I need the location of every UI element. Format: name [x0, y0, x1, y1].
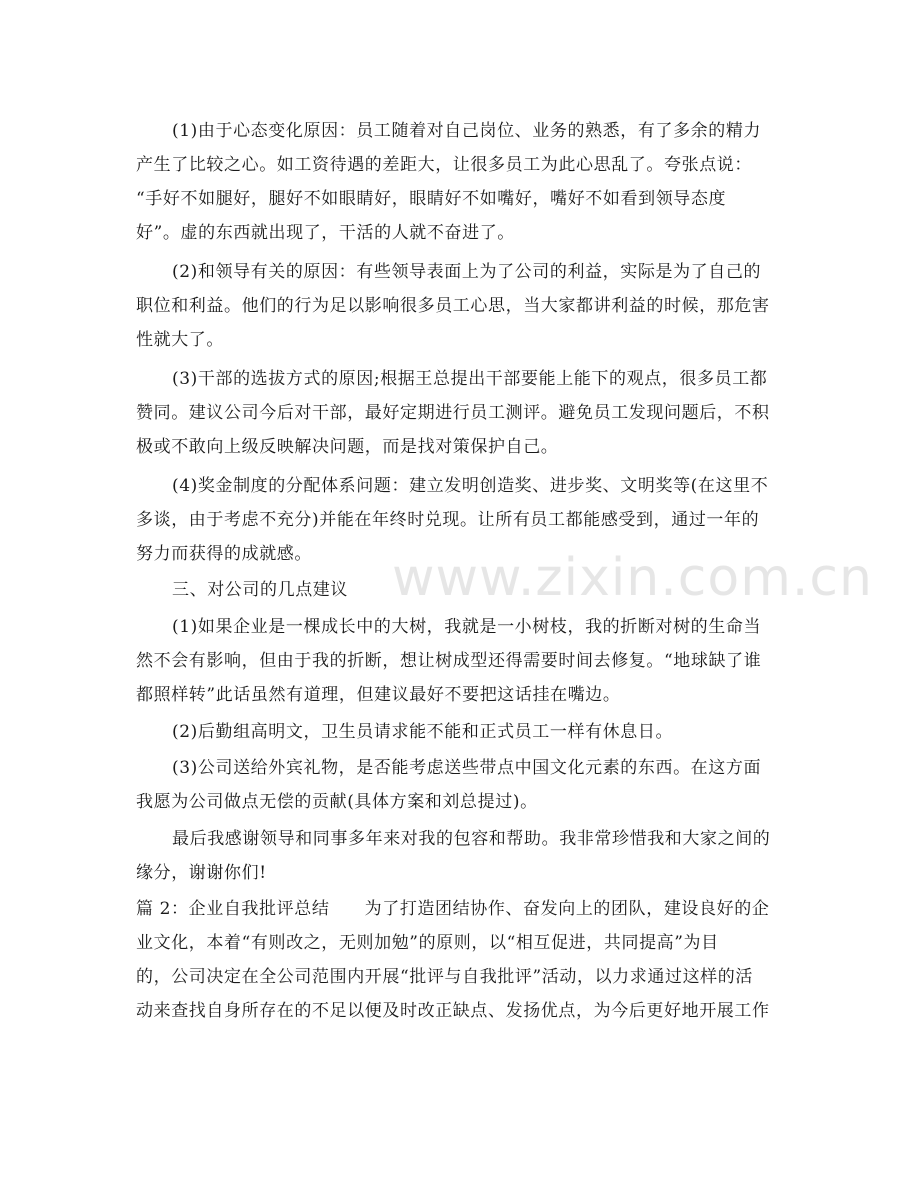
paragraph-line: (3)干部的选拔方式的原因;根据王总提出干部要能上能下的观点，很多员工都 — [172, 369, 768, 389]
paragraph-line: (4)奖金制度的分配体系问题：建立发明创造奖、进步奖、文明奖等(在这里不 — [172, 476, 769, 496]
article-title-line: 篇 2：企业自我批评总结 为了打造团结协作、奋发向上的团队，建设良好的企 — [136, 899, 770, 919]
paragraph-line: 极或不敢向上级反映解决问题，而是找对策保护自己。 — [136, 437, 559, 457]
paragraph-line: 职位和利益。他们的行为足以影响很多员工心思，当大家都讲利益的时候，那危害 — [136, 296, 770, 316]
paragraph-line: 性就大了。 — [136, 330, 224, 350]
paragraph-line: 我愿为公司做点无偿的贡献(具体方案和刘总提过)。 — [136, 792, 538, 812]
paragraph-line: 努力而获得的成就感。 — [136, 544, 312, 564]
paragraph-line: 缘分，谢谢你们! — [136, 863, 267, 883]
paragraph-line: 的，公司决定在全公司范围内开展“批评与自我批评”活动，以力求通过这样的活 — [136, 967, 753, 987]
paragraph-line: 好”。虚的东西就出现了，干活的人就不奋进了。 — [136, 223, 515, 243]
paragraph-line: 都照样转”此话虽然有道理，但建议最好不要把这话挂在嘴边。 — [136, 685, 621, 705]
paragraph-line: 业文化，本着“有则改之，无则加勉”的原则，以“相互促进，共同提高”为目 — [136, 933, 719, 953]
paragraph-line: (3)公司送给外宾礼物，是否能考虑送些带点中国文化元素的东西。在这方面 — [172, 758, 762, 778]
watermark: www.zixin.com.cn — [392, 548, 873, 608]
paragraph-line: 多谈，由于考虑不充分)并能在年终时兑现。让所有员工都能感受到，通过一年的 — [136, 510, 760, 530]
paragraph-line: 然不会有影响，但由于我的折断，想让树成型还得需要时间去修复。“地球缺了谁 — [136, 651, 762, 671]
section-heading: 三、对公司的几点建议 — [172, 580, 348, 600]
paragraph-line: 最后我感谢领导和同事多年来对我的包容和帮助。我非常珍惜我和大家之间的 — [172, 829, 771, 849]
paragraph-line: (1)由于心态变化原因：员工随着对自己岗位、业务的熟悉，有了多余的精力 — [172, 121, 762, 141]
paragraph-line: (1)如果企业是一棵成长中的大树，我就是一小树枝，我的折断对树的生命当 — [172, 617, 762, 637]
paragraph-line: 赞同。建议公司今后对干部，最好定期进行员工测评。避免员工发现问题后，不积 — [136, 403, 770, 423]
paragraph-line: 动来查找自身所存在的不足以便及时改正缺点、发扬优点，为今后更好地开展工作 — [136, 1001, 770, 1021]
paragraph-line: (2)后勤组高明文，卫生员请求能不能和正式员工一样有休息日。 — [172, 722, 674, 742]
paragraph-line: (2)和领导有关的原因：有些领导表面上为了公司的利益，实际是为了自己的 — [172, 262, 762, 282]
paragraph-line: “手好不如腿好，腿好不如眼睛好，眼睛好不如嘴好，嘴好不如看到领导态度 — [136, 189, 727, 209]
paragraph-line: 产生了比较之心。如工资待遇的差距大，让很多员工为此心思乱了。夸张点说： — [136, 155, 752, 175]
